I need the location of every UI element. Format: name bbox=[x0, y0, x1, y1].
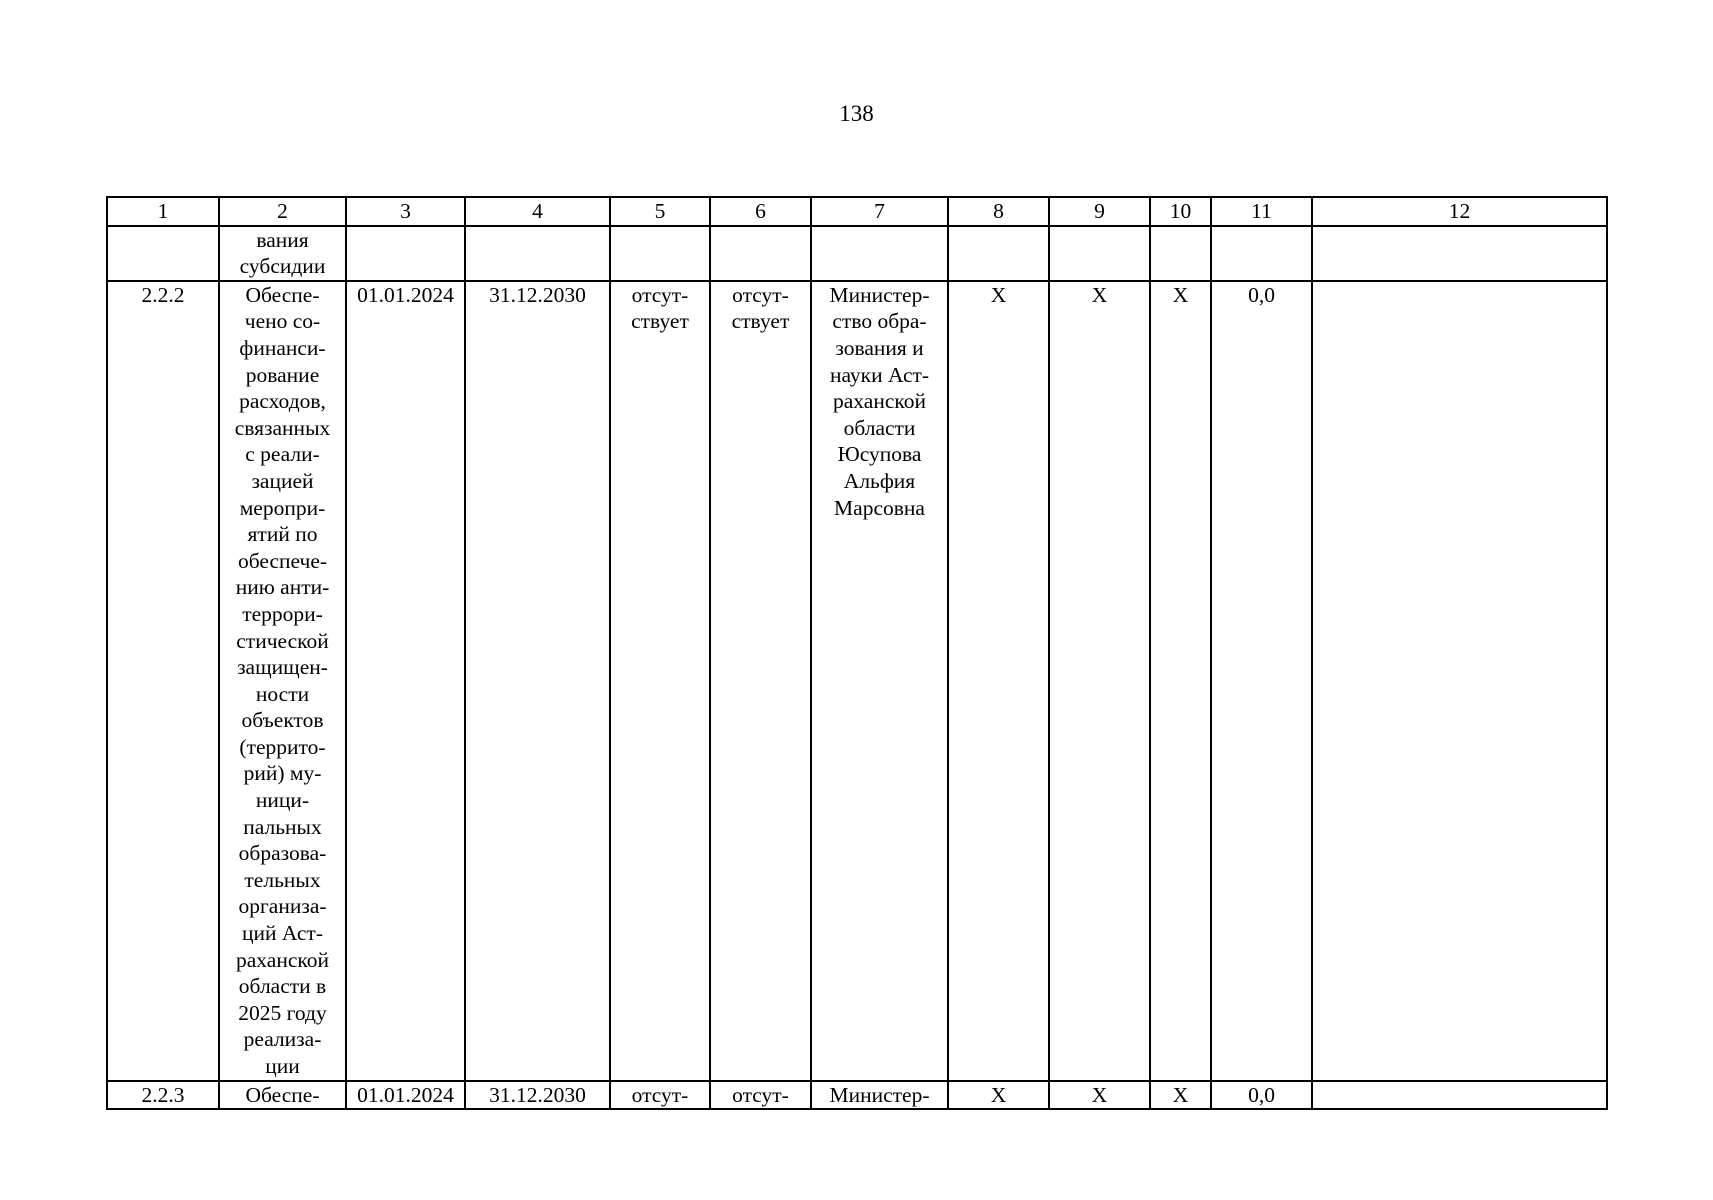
column-number: 9 bbox=[1049, 197, 1150, 226]
table-cell: отсут- ствует bbox=[610, 281, 710, 1081]
table-cell bbox=[1150, 226, 1211, 281]
table-cell bbox=[346, 226, 465, 281]
table-cell: вания субсидии bbox=[219, 226, 346, 281]
table-cell bbox=[465, 226, 610, 281]
table-row bbox=[107, 281, 1607, 1081]
table-cell: отсут- bbox=[610, 1081, 710, 1110]
table-cell: Х bbox=[1049, 1081, 1150, 1110]
table-cell: 0,0 bbox=[1211, 281, 1312, 1081]
table-cell: Х bbox=[948, 1081, 1049, 1110]
table-cell: отсут- bbox=[710, 1081, 811, 1110]
program-table bbox=[106, 196, 1608, 1110]
end-date-cell: 31.12.2030 bbox=[465, 281, 610, 1081]
column-number: 2 bbox=[219, 197, 346, 226]
column-number: 7 bbox=[811, 197, 948, 226]
item-number-cell: 2.2.2 bbox=[107, 281, 219, 1081]
column-number: 10 bbox=[1150, 197, 1211, 226]
item-description-cell: Обеспе- bbox=[219, 1081, 346, 1110]
item-number-cell: 2.2.3 bbox=[107, 1081, 219, 1110]
table-cell: Х bbox=[1150, 1081, 1211, 1110]
table-cell: Х bbox=[948, 281, 1049, 1081]
table-cell bbox=[948, 226, 1049, 281]
end-date-cell: 31.12.2030 bbox=[465, 1081, 610, 1110]
page-number: 138 bbox=[839, 101, 874, 126]
table-cell bbox=[1211, 226, 1312, 281]
table-cell bbox=[710, 226, 811, 281]
table-cell bbox=[107, 226, 219, 281]
column-number: 8 bbox=[948, 197, 1049, 226]
column-number: 4 bbox=[465, 197, 610, 226]
table-cell bbox=[1049, 226, 1150, 281]
responsible-cell: Министер- ство обра- зования и науки Аст- раханской области Юсупова Альфия Марсовна bbox=[811, 281, 948, 1081]
table-row bbox=[107, 1081, 1607, 1110]
column-number: 3 bbox=[346, 197, 465, 226]
column-number: 6 bbox=[710, 197, 811, 226]
table-cell: отсут- ствует bbox=[710, 281, 811, 1081]
column-number: 1 bbox=[107, 197, 219, 226]
table-cell: Х bbox=[1150, 281, 1211, 1081]
table-cell bbox=[1312, 226, 1607, 281]
start-date-cell: 01.01.2024 bbox=[346, 281, 465, 1081]
table-cell bbox=[811, 226, 948, 281]
column-number: 11 bbox=[1211, 197, 1312, 226]
column-number-row bbox=[107, 197, 1607, 226]
item-description-cell: Обеспе- чено со- финанси- рование расходов, связанных с реали- зацией меропри- ятий по обеспече- нию анти- террори- стической защищен- ности объектов (террито- рий) му- ници- пальных образова- тельных организа- ций Аст- раханской области в 2025 году реализа- ции bbox=[219, 281, 346, 1081]
table-cell bbox=[1312, 281, 1607, 1081]
table-cell: 0,0 bbox=[1211, 1081, 1312, 1110]
column-number: 5 bbox=[610, 197, 710, 226]
table-row bbox=[107, 226, 1607, 281]
table-cell bbox=[610, 226, 710, 281]
responsible-cell: Министер- bbox=[811, 1081, 948, 1110]
start-date-cell: 01.01.2024 bbox=[346, 1081, 465, 1110]
table-cell: Х bbox=[1049, 281, 1150, 1081]
table-cell bbox=[1312, 1081, 1607, 1110]
column-number: 12 bbox=[1312, 197, 1607, 226]
